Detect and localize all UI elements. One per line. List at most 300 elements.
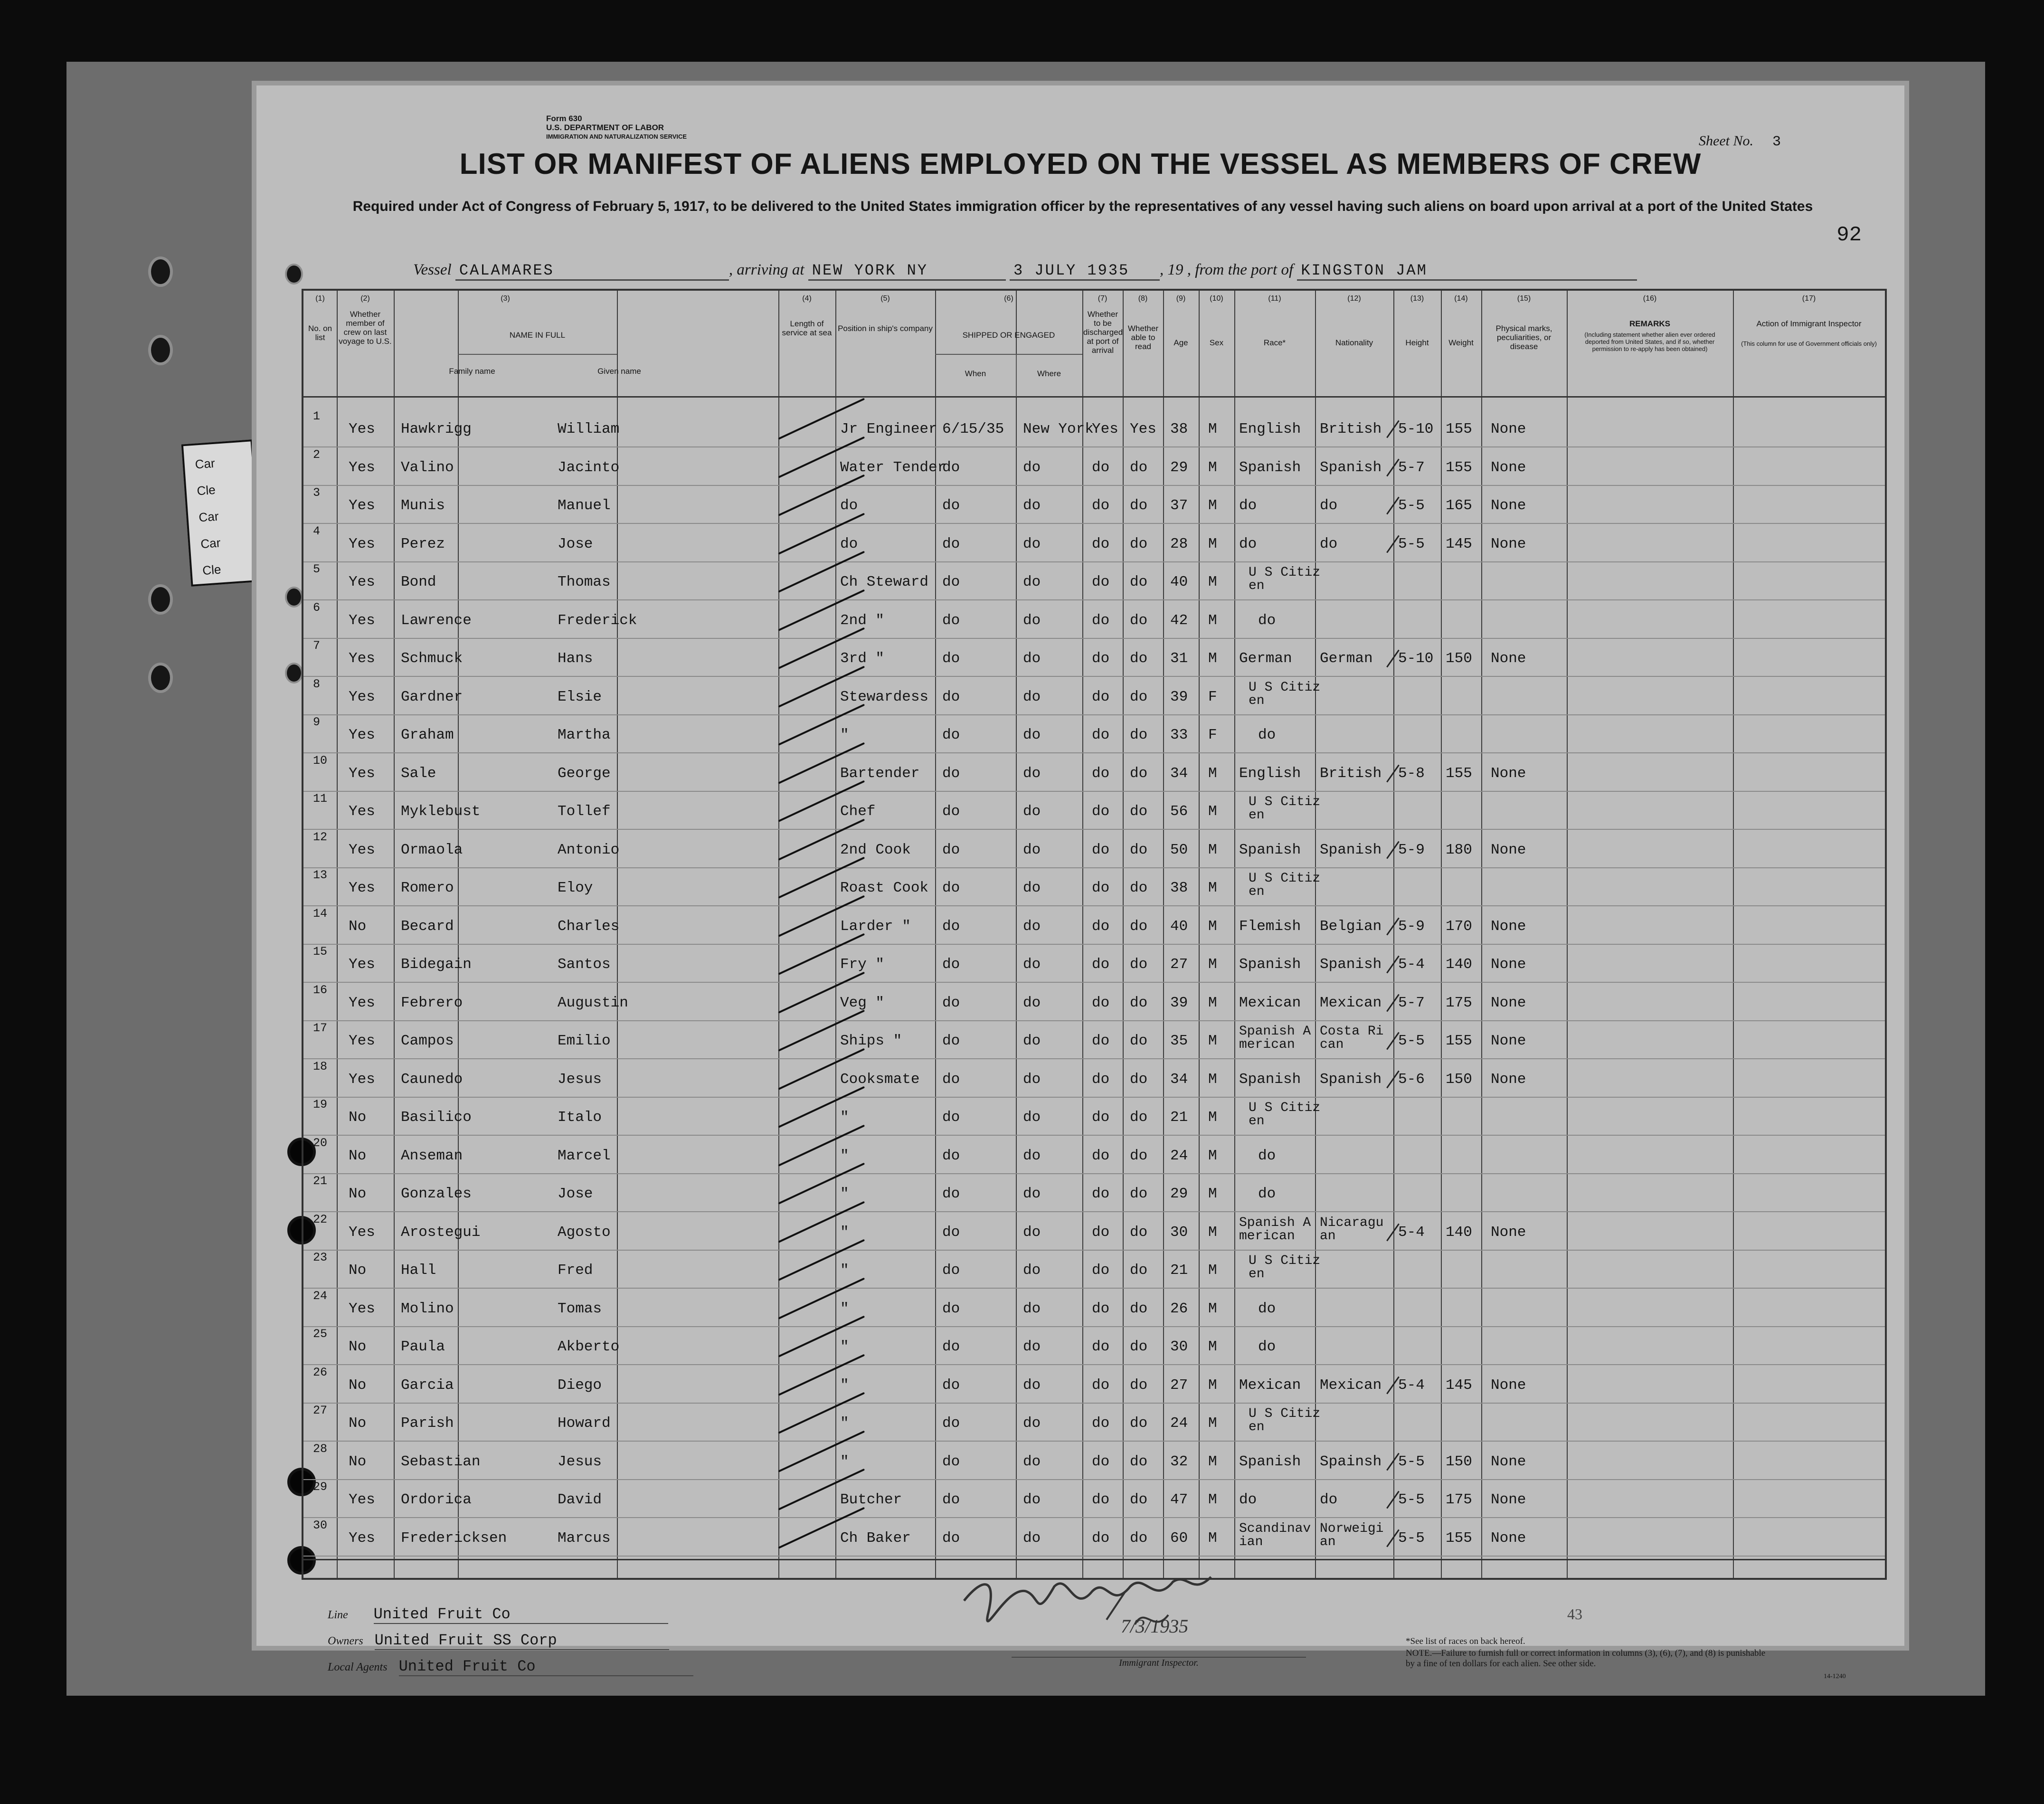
cell-weight: 140	[1446, 956, 1472, 973]
cell-discharged: do	[1092, 497, 1110, 514]
cell-shipped-where: do	[1023, 880, 1041, 896]
cell-given-name: Emilio	[558, 1033, 611, 1049]
line-value: United Fruit Co	[374, 1605, 668, 1624]
cell-list-number: 24	[313, 1289, 328, 1303]
cell-physical-marks: None	[1491, 1377, 1526, 1394]
cell-discharged: do	[1092, 1224, 1110, 1241]
cell-race: do	[1258, 612, 1276, 629]
cell-shipped-where: do	[1023, 1262, 1041, 1279]
cell-discharged: do	[1092, 1262, 1110, 1279]
cell-race: U S Citizen	[1249, 680, 1321, 708]
cell-previous-voyage: Yes	[349, 994, 375, 1011]
cell-weight: 155	[1446, 421, 1472, 437]
cell-physical-marks: None	[1491, 994, 1526, 1011]
table-row	[303, 1327, 1885, 1365]
cell-sex: M	[1208, 1262, 1217, 1279]
cell-race: Scandinavian	[1239, 1521, 1311, 1549]
cell-able-to-read: do	[1130, 1071, 1148, 1088]
cell-sex: M	[1208, 1491, 1217, 1508]
check-tick-mark	[1386, 458, 1400, 476]
cell-list-number: 11	[313, 792, 328, 806]
cell-physical-marks: None	[1491, 421, 1526, 437]
header-inspector-action: Action of Immigrant Inspector	[1756, 319, 1862, 328]
table-row	[303, 1213, 1885, 1251]
cell-discharged: do	[1092, 956, 1110, 973]
cell-weight: 145	[1446, 1377, 1472, 1394]
cell-height: 5-5	[1398, 535, 1425, 552]
header-race: Race*	[1263, 338, 1286, 347]
cell-previous-voyage: No	[349, 918, 367, 935]
table-row	[303, 486, 1885, 524]
cell-able-to-read: do	[1130, 1109, 1148, 1126]
cell-height: 5-5	[1398, 1033, 1425, 1049]
header-discharged: Whether to be discharged at port of arrival	[1083, 310, 1123, 355]
cell-shipped-where: do	[1023, 1147, 1041, 1164]
cell-weight: 150	[1446, 1453, 1472, 1470]
cell-race: Spanish	[1239, 1071, 1301, 1088]
cell-race: U S Citizen	[1249, 795, 1321, 823]
cell-sex: F	[1208, 727, 1217, 743]
cell-shipped-when: do	[942, 803, 960, 820]
cell-race: German	[1239, 650, 1292, 667]
cell-previous-voyage: Yes	[349, 497, 375, 514]
cell-discharged: do	[1092, 918, 1110, 935]
cell-sex: M	[1208, 765, 1217, 782]
cell-shipped-when: do	[942, 1339, 960, 1355]
cell-family-name: Bond	[401, 574, 436, 590]
cell-position: 3rd "	[840, 650, 885, 667]
cell-family-name: Febrero	[401, 994, 463, 1011]
cell-shipped-when: do	[942, 1071, 960, 1088]
cell-race: do	[1258, 1339, 1276, 1355]
cell-previous-voyage: Yes	[349, 535, 375, 552]
cell-list-number: 7	[313, 639, 321, 653]
cell-race: Spanish	[1239, 1453, 1301, 1470]
cell-able-to-read: do	[1130, 535, 1148, 552]
cell-shipped-when: do	[942, 765, 960, 782]
cell-height: 5-4	[1398, 1224, 1425, 1241]
cell-list-number: 19	[313, 1098, 328, 1111]
cell-race: do	[1258, 1300, 1276, 1317]
cell-discharged: Yes	[1092, 421, 1118, 437]
cell-weight: 170	[1446, 918, 1472, 935]
table-row	[303, 754, 1885, 792]
header-nationality: Nationality	[1335, 338, 1373, 347]
cell-position: 2nd "	[840, 612, 885, 629]
binder-hole	[148, 256, 173, 287]
cell-able-to-read: do	[1130, 497, 1148, 514]
header-age: Age	[1173, 338, 1188, 347]
cell-discharged: do	[1092, 841, 1110, 858]
cell-age: 47	[1170, 1491, 1188, 1508]
signature-date: 7/3/1935	[1121, 1615, 1189, 1637]
table-row	[303, 1021, 1885, 1059]
cell-sex: M	[1208, 535, 1217, 552]
cell-weight: 155	[1446, 1529, 1472, 1547]
cell-nationality: Spanish	[1320, 841, 1382, 858]
cell-family-name: Caunedo	[401, 1071, 463, 1088]
cell-nationality: Belgian	[1320, 918, 1382, 935]
cell-given-name: Santos	[558, 956, 611, 973]
column-number: (13)	[1410, 294, 1424, 303]
cell-height: 5-10	[1398, 650, 1434, 667]
cell-sex: M	[1208, 803, 1217, 820]
agents-field	[328, 1658, 693, 1676]
cell-sex: M	[1208, 994, 1217, 1011]
cell-previous-voyage: No	[349, 1377, 367, 1394]
check-tick-mark	[1386, 497, 1400, 515]
owners-label: Owners	[328, 1635, 363, 1647]
cell-given-name: Agosto	[558, 1224, 611, 1241]
cell-height: 5-5	[1398, 1491, 1425, 1508]
table-row	[303, 677, 1885, 715]
cell-previous-voyage: Yes	[349, 459, 375, 476]
cell-previous-voyage: Yes	[349, 421, 375, 437]
column-number: (16)	[1643, 294, 1657, 303]
cell-weight: 155	[1446, 765, 1472, 782]
cell-sex: M	[1208, 1529, 1217, 1547]
cell-position: Ch Baker	[840, 1529, 911, 1547]
cell-age: 38	[1170, 421, 1188, 437]
cell-shipped-when: do	[942, 1224, 960, 1241]
cell-family-name: Fredericksen	[401, 1529, 507, 1547]
cell-shipped-where: do	[1023, 1339, 1041, 1355]
cell-able-to-read: do	[1130, 1339, 1148, 1355]
cell-shipped-when: do	[942, 1109, 960, 1126]
cell-family-name: Ordorica	[401, 1491, 472, 1508]
cell-family-name: Paula	[401, 1339, 445, 1355]
cell-given-name: William	[558, 421, 620, 437]
cell-sex: M	[1208, 459, 1217, 476]
cell-race: do	[1258, 1147, 1276, 1164]
cell-discharged: do	[1092, 765, 1110, 782]
cell-given-name: Augustin	[558, 994, 628, 1011]
cell-race: do	[1239, 497, 1257, 514]
header-length-of-service: Length of service at sea	[782, 319, 832, 337]
check-tick-mark	[1386, 917, 1400, 935]
cell-shipped-when: do	[942, 612, 960, 629]
cell-discharged: do	[1092, 688, 1110, 705]
cell-age: 38	[1170, 880, 1188, 896]
cell-given-name: Frederick	[558, 612, 637, 629]
form-number: Form 630	[546, 114, 582, 123]
cell-shipped-when: do	[942, 1453, 960, 1470]
cell-sex: F	[1208, 688, 1217, 705]
cell-shipped-when: do	[942, 918, 960, 935]
cell-position: Butcher	[840, 1491, 902, 1508]
cell-age: 34	[1170, 1071, 1188, 1088]
cell-age: 26	[1170, 1300, 1188, 1317]
cell-able-to-read: do	[1130, 1491, 1148, 1508]
cell-family-name: Arostegui	[401, 1224, 481, 1241]
cell-able-to-read: do	[1130, 1033, 1148, 1049]
cell-position: Fry "	[840, 956, 885, 973]
check-tick-mark	[1386, 956, 1400, 974]
cell-able-to-read: do	[1130, 1377, 1148, 1394]
cell-age: 50	[1170, 841, 1188, 858]
cell-age: 31	[1170, 650, 1188, 667]
cell-weight: 150	[1446, 650, 1472, 667]
cell-given-name: David	[558, 1491, 602, 1508]
cell-shipped-when: do	[942, 459, 960, 476]
line-field	[328, 1605, 668, 1624]
cell-previous-voyage: Yes	[349, 1529, 375, 1547]
cell-list-number: 14	[313, 906, 328, 921]
cell-list-number: 23	[313, 1251, 328, 1264]
header-position: Position in ship's company	[838, 324, 933, 333]
cell-shipped-where: do	[1023, 956, 1041, 973]
cell-previous-voyage: Yes	[349, 727, 375, 743]
cell-position: Chef	[840, 803, 876, 820]
cell-weight: 150	[1446, 1071, 1472, 1088]
cell-given-name: Elsie	[558, 688, 602, 705]
cell-shipped-where: do	[1023, 688, 1041, 705]
cell-weight: 155	[1446, 1033, 1472, 1049]
cell-age: 32	[1170, 1453, 1188, 1470]
race-footnote: *See list of races on back hereof.	[1406, 1636, 1525, 1646]
year-label: , 19	[1160, 261, 1183, 278]
cell-family-name: Perez	[401, 535, 445, 552]
cell-shipped-when: do	[942, 650, 960, 667]
cell-weight: 175	[1446, 1491, 1472, 1508]
cell-previous-voyage: Yes	[349, 765, 375, 782]
cell-nationality: Spainsh	[1320, 1453, 1382, 1470]
cell-shipped-when: do	[942, 497, 960, 514]
cell-sex: M	[1208, 918, 1217, 935]
cell-age: 28	[1170, 535, 1188, 552]
cell-shipped-when: 6/15/35	[942, 421, 1004, 437]
cell-race: do	[1239, 535, 1257, 552]
cell-family-name: Munis	[401, 497, 445, 514]
cell-list-number: 29	[313, 1480, 328, 1494]
cell-weight: 180	[1446, 841, 1472, 858]
agents-label: Local Agents	[328, 1661, 388, 1673]
column-number: (5)	[880, 294, 890, 303]
line-label: Line	[328, 1609, 348, 1621]
cell-given-name: Thomas	[558, 574, 611, 590]
column-number: (3)	[501, 294, 510, 303]
cell-age: 34	[1170, 765, 1188, 782]
cell-able-to-read: do	[1130, 1224, 1148, 1241]
header-when: When	[965, 369, 986, 378]
header-inspector-note: (This column for use of Government officials only)	[1741, 340, 1877, 347]
cell-sex: M	[1208, 841, 1217, 858]
table-row	[303, 1098, 1885, 1136]
cell-age: 30	[1170, 1224, 1188, 1241]
cell-position: "	[840, 1262, 849, 1279]
header-sex: Sex	[1209, 338, 1224, 347]
table-row	[303, 601, 1885, 639]
cell-family-name: Gardner	[401, 688, 463, 705]
inspector-signature	[955, 1558, 1221, 1655]
header-previous-voyage: Whether member of crew on last voyage to U.S.	[339, 310, 392, 346]
cell-family-name: Hall	[401, 1262, 436, 1279]
cell-position: Bartender	[840, 765, 920, 782]
cell-height: 5-6	[1398, 1071, 1425, 1088]
cell-sex: M	[1208, 421, 1217, 437]
cell-shipped-where: do	[1023, 1033, 1041, 1049]
cell-physical-marks: None	[1491, 535, 1526, 552]
cell-shipped-when: do	[942, 841, 960, 858]
column-number: (7)	[1098, 294, 1107, 303]
penalty-footnote: NOTE.—Failure to furnish full or correct information in columns (3), (6), (7), and (8) is punishable by a fine of ten dollars for each alien. See other side.	[1406, 1648, 1766, 1669]
cell-age: 40	[1170, 574, 1188, 590]
binder-hole	[285, 663, 303, 684]
cell-position: Cooksmate	[840, 1071, 920, 1088]
cell-sex: M	[1208, 1109, 1217, 1126]
cell-discharged: do	[1092, 1147, 1110, 1164]
table-row	[303, 792, 1885, 830]
cell-list-number: 8	[313, 677, 321, 691]
cell-weight: 140	[1446, 1224, 1472, 1241]
cell-shipped-when: do	[942, 1377, 960, 1394]
cell-position: Roast Cook	[840, 880, 929, 896]
binder-hole	[148, 335, 173, 365]
cell-able-to-read: do	[1130, 1186, 1148, 1202]
cell-race: Spanish American	[1239, 1024, 1311, 1052]
table-row	[303, 1060, 1885, 1098]
check-tick-mark	[1386, 1070, 1400, 1088]
cell-given-name: Jacinto	[558, 459, 620, 476]
signature-scrawl	[955, 1558, 1221, 1653]
cell-position: Stewardess	[840, 688, 929, 705]
vessel-label: Vessel	[413, 261, 452, 278]
cell-discharged: do	[1092, 803, 1110, 820]
cell-race: do	[1258, 727, 1276, 743]
cell-given-name: Fred	[558, 1262, 593, 1279]
column-number: (10)	[1210, 294, 1223, 303]
cell-nationality: do	[1320, 497, 1338, 514]
header-height: Height	[1405, 338, 1429, 347]
table-row	[303, 639, 1885, 677]
cell-previous-voyage: Yes	[349, 1033, 375, 1049]
cell-shipped-where: do	[1023, 803, 1041, 820]
cell-given-name: Tomas	[558, 1300, 602, 1317]
cell-sex: M	[1208, 1339, 1217, 1355]
cell-sex: M	[1208, 1224, 1217, 1241]
cell-able-to-read: do	[1130, 803, 1148, 820]
cell-discharged: do	[1092, 1186, 1110, 1202]
cell-family-name: Myklebust	[401, 803, 481, 820]
cell-list-number: 18	[313, 1059, 328, 1073]
cell-list-number: 30	[313, 1518, 328, 1532]
cell-shipped-where: do	[1023, 1186, 1041, 1202]
cell-position: Water Tender	[840, 459, 946, 476]
cell-given-name: Manuel	[558, 497, 611, 514]
header-family-name: Family name	[449, 367, 495, 376]
cell-list-number: 28	[313, 1442, 328, 1456]
table-row	[303, 1174, 1885, 1212]
cell-able-to-read: do	[1130, 1529, 1148, 1547]
check-tick-mark	[1386, 650, 1400, 668]
cell-race: Spanish	[1239, 956, 1301, 973]
cell-able-to-read: do	[1130, 1262, 1148, 1279]
cell-position: "	[840, 1224, 849, 1241]
cell-race: U S Citizen	[1249, 565, 1321, 593]
cell-height: 5-4	[1398, 956, 1425, 973]
cell-sex: M	[1208, 1033, 1217, 1049]
cell-age: 39	[1170, 688, 1188, 705]
crew-manifest-table	[302, 289, 1887, 1580]
cell-sex: M	[1208, 1186, 1217, 1202]
cell-given-name: Diego	[558, 1377, 602, 1394]
binder-hole	[285, 264, 303, 285]
cell-race: Mexican	[1239, 994, 1301, 1011]
cell-height: 5-4	[1398, 1377, 1425, 1394]
cell-family-name: Romero	[401, 880, 454, 896]
cell-given-name: Akberto	[558, 1339, 620, 1355]
cell-age: 60	[1170, 1529, 1188, 1547]
cell-race: Mexican	[1239, 1377, 1301, 1394]
column-number: (2)	[360, 294, 370, 303]
header-given-name: Given name	[597, 367, 641, 376]
cell-discharged: do	[1092, 1491, 1110, 1508]
header-remarks: REMARKS	[1629, 319, 1670, 328]
cell-position: "	[840, 1415, 849, 1432]
cell-able-to-read: do	[1130, 1453, 1148, 1470]
cell-shipped-where: do	[1023, 994, 1041, 1011]
agents-value: United Fruit Co	[399, 1658, 693, 1676]
cell-previous-voyage: Yes	[349, 880, 375, 896]
cell-position: "	[840, 1109, 849, 1126]
cell-previous-voyage: Yes	[349, 1224, 375, 1241]
header-shipped-engaged: SHIPPED OR ENGAGED	[962, 331, 1055, 340]
cell-family-name: Campos	[401, 1033, 454, 1049]
cell-discharged: do	[1092, 1033, 1110, 1049]
cell-able-to-read: do	[1130, 918, 1148, 935]
cell-position: "	[840, 1300, 849, 1317]
cell-age: 33	[1170, 727, 1188, 743]
cell-family-name: Hawkrigg	[401, 421, 472, 437]
check-tick-mark	[1386, 420, 1400, 438]
cell-list-number: 26	[313, 1365, 328, 1379]
cell-position: "	[840, 727, 849, 743]
column-number: (9)	[1176, 294, 1186, 303]
cell-nationality: Costa Rican	[1320, 1024, 1384, 1052]
cell-shipped-where: do	[1023, 1071, 1041, 1088]
cell-list-number: 10	[313, 753, 328, 768]
cell-height: 5-10	[1398, 421, 1434, 437]
cell-nationality: Nicaraguan	[1320, 1215, 1384, 1244]
cell-family-name: Schmuck	[401, 650, 463, 667]
cell-family-name: Lawrence	[401, 612, 472, 629]
cell-able-to-read: do	[1130, 1300, 1148, 1317]
cell-discharged: do	[1092, 1377, 1110, 1394]
cell-shipped-where: do	[1023, 459, 1041, 476]
cell-position: Larder "	[840, 918, 911, 935]
table-row	[303, 1519, 1885, 1557]
page-number: 92	[1836, 223, 1862, 247]
cell-shipped-when: do	[942, 1415, 960, 1432]
column-number: (12)	[1347, 294, 1361, 303]
cell-sex: M	[1208, 1377, 1217, 1394]
cell-age: 39	[1170, 994, 1188, 1011]
cell-position: "	[840, 1147, 849, 1164]
cell-physical-marks: None	[1491, 1071, 1526, 1088]
cell-able-to-read: do	[1130, 688, 1148, 705]
cell-discharged: do	[1092, 1453, 1110, 1470]
check-tick-mark	[1386, 1376, 1400, 1394]
cell-age: 40	[1170, 918, 1188, 935]
cell-physical-marks: None	[1491, 956, 1526, 973]
cell-race: Spanish American	[1239, 1215, 1311, 1244]
cell-given-name: Martha	[558, 727, 611, 743]
check-tick-mark	[1386, 1453, 1400, 1471]
cell-able-to-read: do	[1130, 574, 1148, 590]
cell-shipped-where: do	[1023, 841, 1041, 858]
cell-family-name: Gonzales	[401, 1186, 472, 1202]
cell-age: 24	[1170, 1415, 1188, 1432]
